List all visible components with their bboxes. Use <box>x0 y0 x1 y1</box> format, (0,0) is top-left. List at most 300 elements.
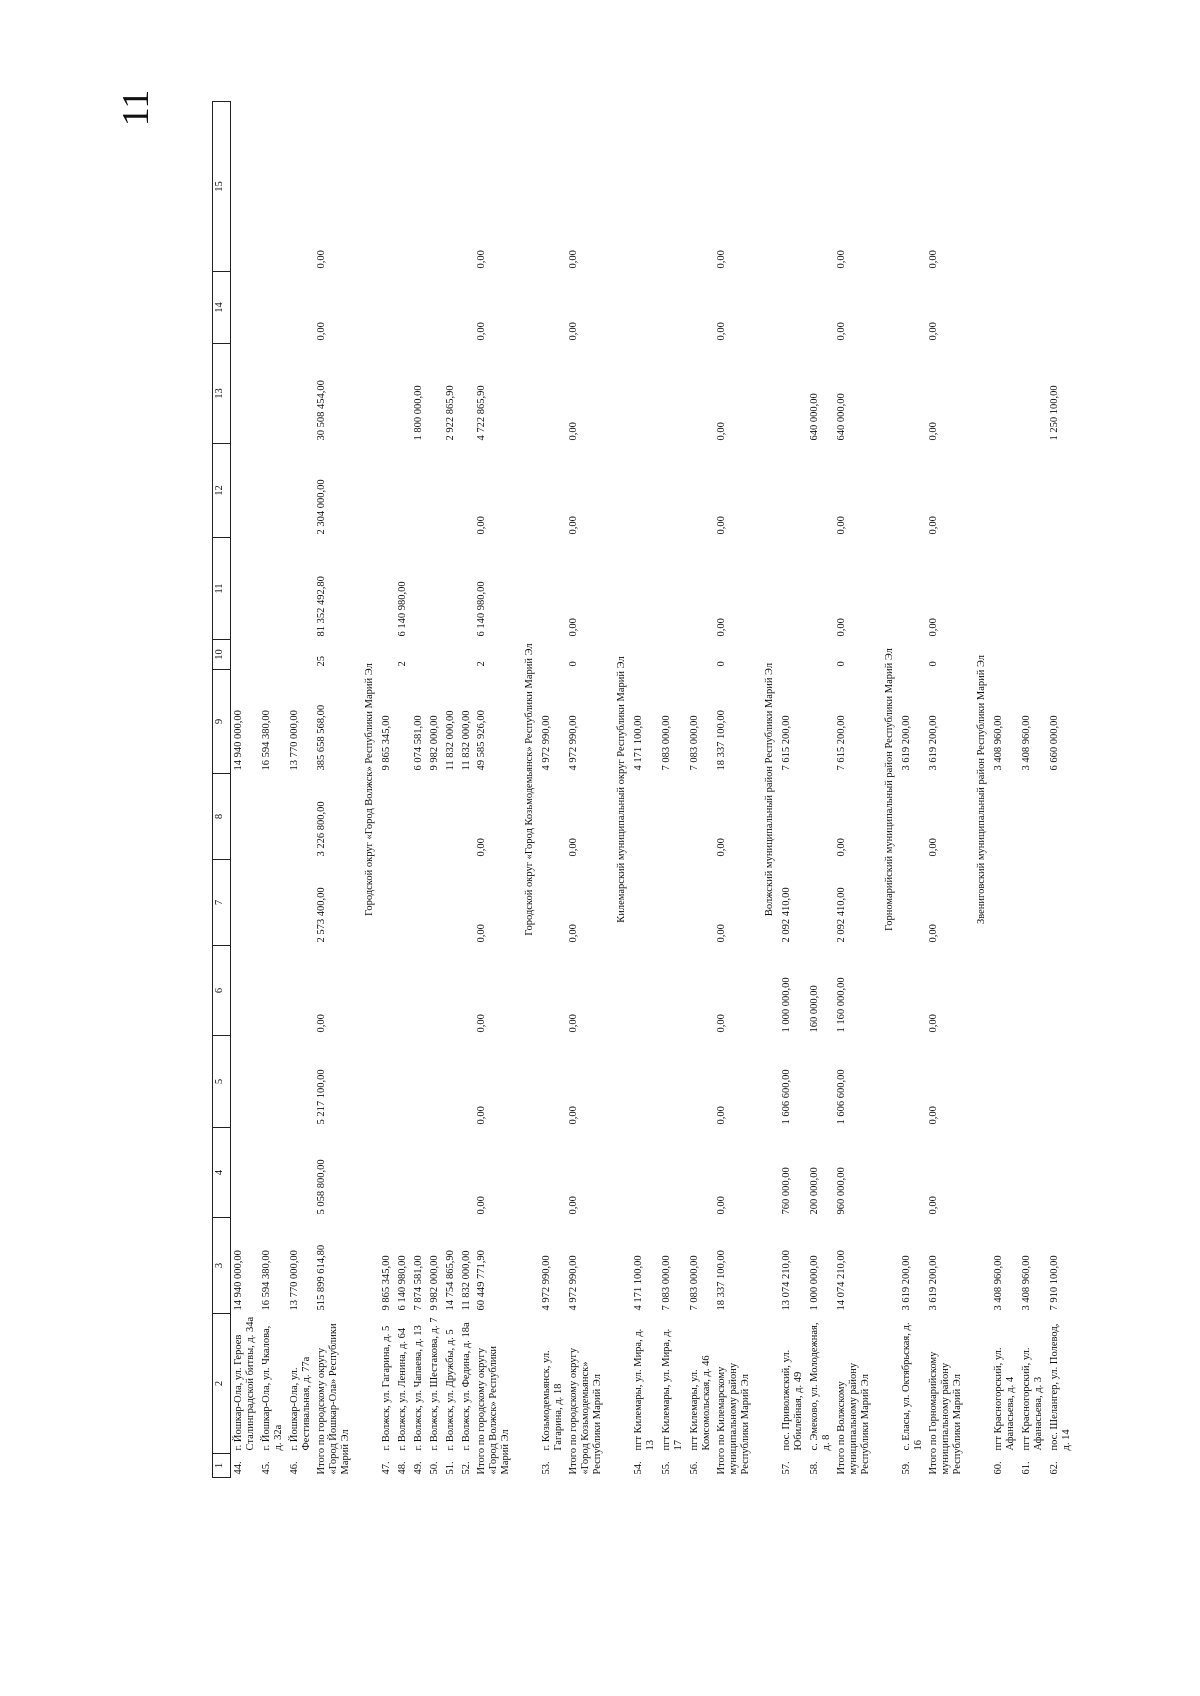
value-cell-col12 <box>1047 444 1075 538</box>
value-cell-col9: 16 594 380,00 <box>261 710 272 771</box>
subtotal-cell-col6: 0,00 <box>716 1014 727 1033</box>
section-heading-row <box>880 102 899 1478</box>
subtotal-cell-col9: 3 619 200,00 <box>928 715 939 771</box>
value-cell-col8 <box>1019 774 1047 860</box>
address-cell: г. Волжск, ул. Чапаева, д. 13 <box>413 1325 424 1451</box>
subtotal-label: Итого по городскому округу «Город Йошкар-Ола» Республики Марий Эл <box>316 1323 351 1475</box>
value-cell-col14 <box>427 272 443 344</box>
value-cell-col12 <box>899 444 927 538</box>
subtotal-cell-col5: 0,00 <box>716 1106 727 1125</box>
address-cell: г. Йошкар-Ола, ул. Героев Сталинградской битвы, д. 34а <box>233 1316 256 1451</box>
value-cell-col4: 760 000,00 <box>781 1167 792 1215</box>
subtotal-cell-col10: 25 <box>316 656 327 667</box>
section-heading-row <box>520 102 539 1478</box>
value-cell-col7 <box>379 860 395 946</box>
table-row <box>631 102 659 1478</box>
value-cell-col10 <box>259 640 287 670</box>
value-cell-col11 <box>411 538 427 640</box>
value-cell-col9: 4 171 100,00 <box>633 715 644 771</box>
address-cell: г. Козьмодемьянск, ул. Гагарина, д. 18 <box>541 1350 564 1451</box>
value-cell-col13 <box>779 344 807 444</box>
value-cell-col15 <box>395 102 411 272</box>
subtotal-cell-col10: 0 <box>716 661 727 667</box>
subtotal-cell-col12: 0,00 <box>716 516 727 535</box>
value-cell-col11: 6 140 980,00 <box>397 581 408 637</box>
subtotal-cell-col3: 18 337 100,00 <box>716 1250 727 1311</box>
address-cell: пос. Шелангер, ул. Полевод, д. 14 <box>1049 1323 1072 1451</box>
value-cell-col10 <box>687 640 715 670</box>
value-cell-col12 <box>539 444 567 538</box>
section-heading: Звениговский муниципальный район Республики Марий Эл <box>976 654 987 925</box>
value-cell-col5 <box>659 1036 687 1128</box>
row-number: 44. <box>233 1461 244 1475</box>
value-cell-col7 <box>899 860 927 946</box>
section-heading: Городской округ «Город Волжск» Республики Марий Эл <box>364 663 375 916</box>
subtotal-label: Итого по Килемарскому муниципальному району Республики Марий Эл <box>716 1362 751 1475</box>
value-cell-col9 <box>807 670 835 774</box>
row-number: 47. <box>381 1461 392 1475</box>
value-cell-col9: 3 408 960,00 <box>993 715 1004 771</box>
value-cell-col3: 13 770 000,00 <box>289 1250 300 1311</box>
value-cell-col4 <box>287 1128 315 1218</box>
value-cell-col12 <box>991 444 1019 538</box>
value-cell-col6 <box>459 946 475 1036</box>
value-cell-col15 <box>231 102 260 272</box>
value-cell-col13 <box>687 344 715 444</box>
row-number: 51. <box>445 1461 456 1475</box>
value-cell-col13 <box>287 344 315 444</box>
value-cell-col9: 7 083 000,00 <box>689 715 700 771</box>
column-header-13: 13 <box>213 344 231 444</box>
value-cell-col14 <box>411 272 427 344</box>
subtotal-cell-col13: 0,00 <box>716 422 727 441</box>
subtotal-cell-col8: 3 226 800,00 <box>316 801 327 857</box>
value-cell-col14 <box>287 272 315 344</box>
address-cell: г. Волжск, ул. Гагарина, д. 5 <box>381 1325 392 1451</box>
value-cell-col4 <box>459 1128 475 1218</box>
value-cell-col11 <box>807 538 835 640</box>
subtotal-cell-col4: 0,00 <box>928 1196 939 1215</box>
subtotal-cell-col13: 0,00 <box>568 422 579 441</box>
value-cell-col7 <box>539 860 567 946</box>
page-number: 11 <box>115 89 157 127</box>
subtotal-cell-col14: 0,00 <box>476 322 487 341</box>
value-cell-col11 <box>259 538 287 640</box>
value-cell-col7 <box>1019 860 1047 946</box>
value-cell-col6 <box>443 946 459 1036</box>
value-cell-col7 <box>395 860 411 946</box>
value-cell-col15 <box>899 102 927 272</box>
subtotal-cell-col3: 60 449 771,90 <box>476 1250 487 1311</box>
subtotal-cell-col6: 0,00 <box>928 1014 939 1033</box>
subtotal-cell-col5: 0,00 <box>568 1106 579 1125</box>
value-cell-col4 <box>411 1128 427 1218</box>
value-cell-col12 <box>379 444 395 538</box>
value-cell-col12 <box>459 444 475 538</box>
value-cell-col3: 9 982 000,00 <box>429 1255 440 1311</box>
subtotal-cell-col7: 2 573 400,00 <box>316 887 327 943</box>
value-cell-col3: 4 171 100,00 <box>633 1255 644 1311</box>
row-number: 54. <box>633 1461 644 1475</box>
value-cell-col10 <box>287 640 315 670</box>
row-number: 59. <box>901 1461 912 1475</box>
value-cell-col11 <box>287 538 315 640</box>
value-cell-col3: 16 594 380,00 <box>261 1250 272 1311</box>
value-cell-col6 <box>287 946 315 1036</box>
value-cell-col12 <box>687 444 715 538</box>
column-header-7: 7 <box>213 860 231 946</box>
table-row <box>411 102 427 1478</box>
subtotal-cell-col14: 0,00 <box>836 322 847 341</box>
subtotal-cell-col6: 0,00 <box>476 1014 487 1033</box>
subtotal-cell-col4: 0,00 <box>568 1196 579 1215</box>
row-number: 58. <box>809 1461 820 1475</box>
table-row <box>779 102 807 1478</box>
table-row <box>443 102 459 1478</box>
value-cell-col9: 11 832 000,00 <box>461 710 472 771</box>
subtotal-cell-col13: 640 000,00 <box>836 393 847 441</box>
value-cell-col5 <box>259 1036 287 1128</box>
value-cell-col3: 7 083 000,00 <box>661 1255 672 1311</box>
subtotal-cell-col6: 0,00 <box>568 1014 579 1033</box>
subtotal-cell-col6: 0,00 <box>316 1014 327 1033</box>
column-header-8: 8 <box>213 774 231 860</box>
address-cell: г. Йошкар-Ола, ул. Фестивальная, д. 77а <box>289 1356 312 1451</box>
subtotal-row <box>475 102 520 1478</box>
value-cell-col6: 160 000,00 <box>809 985 820 1033</box>
value-cell-col4 <box>427 1128 443 1218</box>
value-cell-col11 <box>1019 538 1047 640</box>
value-cell-col6 <box>659 946 687 1036</box>
value-cell-col4 <box>631 1128 659 1218</box>
section-heading: Горномарийский муниципальный район Республики Марий Эл <box>884 648 895 931</box>
subtotal-cell-col15: 0,00 <box>476 250 487 269</box>
address-cell: г. Волжск, ул. Дружбы, д. 5 <box>445 1329 456 1451</box>
value-cell-col14 <box>779 272 807 344</box>
value-cell-col7 <box>687 860 715 946</box>
subtotal-cell-col13: 4 722 865,90 <box>476 385 487 441</box>
value-cell-col8 <box>459 774 475 860</box>
value-cell-col8 <box>659 774 687 860</box>
subtotal-cell-col10: 0 <box>568 661 579 667</box>
value-cell-col11 <box>231 538 260 640</box>
table-row <box>1019 102 1047 1478</box>
value-cell-col14 <box>899 272 927 344</box>
value-cell-col15 <box>459 102 475 272</box>
value-cell-col13 <box>899 344 927 444</box>
value-cell-col6 <box>899 946 927 1036</box>
value-cell-col4 <box>259 1128 287 1218</box>
value-cell-col7: 2 092 410,00 <box>781 887 792 943</box>
value-cell-col9: 7 615 200,00 <box>781 715 792 771</box>
value-cell-col10 <box>411 640 427 670</box>
table-row <box>459 102 475 1478</box>
subtotal-cell-col8: 0,00 <box>836 838 847 857</box>
section-heading-row <box>612 102 631 1478</box>
column-header-12: 12 <box>213 444 231 538</box>
value-cell-col4 <box>899 1128 927 1218</box>
value-cell-col6 <box>687 946 715 1036</box>
table-row <box>259 102 287 1478</box>
value-cell-col14 <box>807 272 835 344</box>
subtotal-cell-col12: 2 304 000,00 <box>316 479 327 535</box>
value-cell-col14 <box>231 272 260 344</box>
value-cell-col8 <box>395 774 411 860</box>
value-cell-col6 <box>1047 946 1075 1036</box>
subtotal-cell-col11: 6 140 980,00 <box>476 581 487 637</box>
address-cell: г. Йошкар-Ола, ул. Чкалова, д. 32а <box>261 1325 284 1451</box>
section-heading: Городской округ «Город Козьмодемьянск» Республики Марий Эл <box>524 643 535 936</box>
subtotal-label: Итого по Волжскому муниципальному району Республики Марий Эл <box>836 1362 871 1475</box>
subtotal-cell-col15: 0,00 <box>316 250 327 269</box>
subtotal-cell-col12: 0,00 <box>568 516 579 535</box>
value-cell-col3: 7 874 581,00 <box>413 1255 424 1311</box>
subtotal-cell-col10: 0 <box>928 661 939 667</box>
column-header-9: 9 <box>213 670 231 774</box>
value-cell-col11 <box>539 538 567 640</box>
table-row <box>659 102 687 1478</box>
subtotal-cell-col14: 0,00 <box>568 322 579 341</box>
subtotal-cell-col10: 2 <box>476 661 487 667</box>
value-cell-col14 <box>443 272 459 344</box>
row-number: 45. <box>261 1461 272 1475</box>
value-cell-col8 <box>807 774 835 860</box>
subtotal-cell-col3: 4 972 990,00 <box>568 1255 579 1311</box>
subtotal-cell-col5: 0,00 <box>476 1106 487 1125</box>
value-cell-col4 <box>231 1128 260 1218</box>
subtotal-cell-col9: 4 972 990,00 <box>568 715 579 771</box>
value-cell-col9: 6 074 581,00 <box>413 715 424 771</box>
value-cell-col5 <box>991 1036 1019 1128</box>
value-cell-col3: 9 865 345,00 <box>381 1255 392 1311</box>
value-cell-col13: 1 800 000,00 <box>413 385 424 441</box>
value-cell-col6 <box>395 946 411 1036</box>
value-cell-col4 <box>991 1128 1019 1218</box>
value-cell-col7 <box>631 860 659 946</box>
row-number: 49. <box>413 1461 424 1475</box>
table-row <box>427 102 443 1478</box>
subtotal-cell-col13: 0,00 <box>928 422 939 441</box>
value-cell-col5 <box>427 1036 443 1128</box>
subtotal-cell-col11: 0,00 <box>716 618 727 637</box>
value-cell-col11 <box>1047 538 1075 640</box>
value-cell-col10 <box>659 640 687 670</box>
value-cell-col12 <box>631 444 659 538</box>
value-cell-col6 <box>411 946 427 1036</box>
value-cell-col14 <box>379 272 395 344</box>
value-cell-col14 <box>539 272 567 344</box>
subtotal-cell-col15: 0,00 <box>836 250 847 269</box>
subtotal-cell-col14: 0,00 <box>928 322 939 341</box>
subtotal-cell-col3: 515 899 614,80 <box>316 1244 327 1311</box>
value-cell-col7 <box>443 860 459 946</box>
subtotal-cell-col5: 1 606 600,00 <box>836 1069 847 1125</box>
subtotal-cell-col11: 0,00 <box>836 618 847 637</box>
address-cell: с. Еласы, ул. Октябрьская, д. 16 <box>901 1322 924 1451</box>
value-cell-col3: 7 910 100,00 <box>1049 1255 1060 1311</box>
value-cell-col12 <box>231 444 260 538</box>
value-cell-col6 <box>539 946 567 1036</box>
value-cell-col15 <box>443 102 459 272</box>
value-cell-col4 <box>539 1128 567 1218</box>
address-cell: пгт Килемары, ул. Мира, д. 17 <box>661 1328 684 1451</box>
value-cell-col15 <box>259 102 287 272</box>
value-cell-col14 <box>1019 272 1047 344</box>
row-number: 61. <box>1021 1461 1032 1475</box>
value-cell-col10 <box>807 640 835 670</box>
value-cell-col4 <box>1047 1128 1075 1218</box>
value-cell-col8 <box>411 774 427 860</box>
value-cell-col11 <box>459 538 475 640</box>
address-cell: г. Волжск, ул. Шестакова, д. 7 <box>429 1317 440 1451</box>
subtotal-cell-col12: 0,00 <box>476 516 487 535</box>
value-cell-col6: 1 000 000,00 <box>781 977 792 1033</box>
subtotal-cell-col9: 49 585 926,00 <box>476 710 487 771</box>
value-cell-col5 <box>443 1036 459 1128</box>
value-cell-col14 <box>459 272 475 344</box>
value-cell-col11 <box>427 538 443 640</box>
subtotal-cell-col4: 0,00 <box>716 1196 727 1215</box>
row-number: 62. <box>1049 1461 1060 1475</box>
value-cell-col13 <box>539 344 567 444</box>
column-header-11: 11 <box>213 538 231 640</box>
subtotal-cell-col9: 7 615 200,00 <box>836 715 847 771</box>
value-cell-col11 <box>659 538 687 640</box>
subtotal-cell-col7: 0,00 <box>928 924 939 943</box>
subtotal-cell-col11: 0,00 <box>568 618 579 637</box>
value-cell-col5 <box>631 1036 659 1128</box>
section-heading-row <box>972 102 991 1478</box>
row-number: 53. <box>541 1461 552 1475</box>
value-cell-col8 <box>631 774 659 860</box>
value-cell-col10 <box>539 640 567 670</box>
value-cell-col12 <box>427 444 443 538</box>
subtotal-cell-col10: 0 <box>836 661 847 667</box>
value-cell-col15 <box>631 102 659 272</box>
table-row <box>287 102 315 1478</box>
value-cell-col3: 14 940 000,00 <box>233 1250 244 1311</box>
value-cell-col8 <box>1047 774 1075 860</box>
value-cell-col5 <box>807 1036 835 1128</box>
value-cell-col3: 4 972 990,00 <box>541 1255 552 1311</box>
value-cell-col10 <box>231 640 260 670</box>
address-cell: пгт Красногорский, ул. Афанасьева, д. 3 <box>1021 1347 1044 1451</box>
row-number: 48. <box>397 1461 408 1475</box>
address-cell: пгт Красногорский, ул. Афанасьева, д. 4 <box>993 1347 1016 1451</box>
value-cell-col11 <box>779 538 807 640</box>
subtotal-cell-col15: 0,00 <box>928 250 939 269</box>
subtotal-cell-col8: 0,00 <box>716 838 727 857</box>
subtotal-label: Итого по городскому округу «Город Волжск» Республики Марий Эл <box>476 1345 511 1475</box>
value-cell-col11 <box>631 538 659 640</box>
value-cell-col7 <box>807 860 835 946</box>
value-cell-col11 <box>899 538 927 640</box>
value-cell-col15 <box>991 102 1019 272</box>
value-cell-col8 <box>687 774 715 860</box>
value-cell-col5 <box>687 1036 715 1128</box>
column-header-10: 10 <box>213 640 231 670</box>
subtotal-row <box>315 102 360 1478</box>
value-cell-col5 <box>411 1036 427 1128</box>
value-cell-col9 <box>395 670 411 774</box>
value-cell-col9: 3 408 960,00 <box>1021 715 1032 771</box>
value-cell-col7 <box>411 860 427 946</box>
value-cell-col6 <box>1019 946 1047 1036</box>
subtotal-cell-col5: 0,00 <box>928 1106 939 1125</box>
subtotal-cell-col9: 385 658 568,00 <box>316 704 327 771</box>
value-cell-col14 <box>631 272 659 344</box>
value-cell-col7 <box>1047 860 1075 946</box>
column-number-header <box>213 102 231 1478</box>
value-cell-col5 <box>459 1036 475 1128</box>
value-cell-col8 <box>231 774 260 860</box>
subtotal-cell-col9: 18 337 100,00 <box>716 710 727 771</box>
subtotal-cell-col11: 0,00 <box>928 618 939 637</box>
value-cell-col3: 7 083 000,00 <box>689 1255 700 1311</box>
value-cell-col6 <box>631 946 659 1036</box>
value-cell-col15 <box>779 102 807 272</box>
value-cell-col10 <box>1019 640 1047 670</box>
value-cell-col7 <box>659 860 687 946</box>
table-row <box>395 102 411 1478</box>
section-heading: Волжский муниципальный район Республики Марий Эл <box>764 662 775 917</box>
value-cell-col8 <box>443 774 459 860</box>
subtotal-label: Итого по городскому округу «Город Козьмодемьянск» Республики Марий Эл <box>568 1347 603 1475</box>
subtotal-cell-col12: 0,00 <box>836 516 847 535</box>
value-cell-col15 <box>379 102 395 272</box>
subtotal-cell-col3: 14 074 210,00 <box>836 1250 847 1311</box>
subtotal-cell-col7: 0,00 <box>568 924 579 943</box>
address-cell: пгт Килемары, ул. Комсомольская, д. 46 <box>689 1355 712 1451</box>
value-cell-col8 <box>899 774 927 860</box>
subtotal-cell-col15: 0,00 <box>568 250 579 269</box>
value-cell-col11 <box>687 538 715 640</box>
subtotal-cell-col15: 0,00 <box>716 250 727 269</box>
budget-table <box>212 101 1075 1478</box>
subtotal-cell-col11: 81 352 492,80 <box>316 576 327 637</box>
table-row <box>379 102 395 1478</box>
value-cell-col9: 9 865 345,00 <box>381 715 392 771</box>
value-cell-col7 <box>287 860 315 946</box>
value-cell-col12 <box>259 444 287 538</box>
subtotal-cell-col5: 5 217 100,00 <box>316 1069 327 1125</box>
value-cell-col9: 4 972 990,00 <box>541 715 552 771</box>
value-cell-col10 <box>1047 640 1075 670</box>
value-cell-col12 <box>411 444 427 538</box>
value-cell-col15 <box>287 102 315 272</box>
value-cell-col15 <box>539 102 567 272</box>
value-cell-col8 <box>539 774 567 860</box>
value-cell-col13 <box>631 344 659 444</box>
value-cell-col5 <box>539 1036 567 1128</box>
value-cell-col15 <box>659 102 687 272</box>
value-cell-col3: 6 140 980,00 <box>397 1255 408 1311</box>
value-cell-col13 <box>991 344 1019 444</box>
value-cell-col7 <box>259 860 287 946</box>
section-heading: Килемарский муниципальный округ Республики Марий Эл <box>616 656 627 923</box>
column-header-6: 6 <box>213 946 231 1036</box>
address-cell: пос. Приволжский, ул. Юбилейная, д. 49 <box>781 1349 804 1451</box>
column-header-1: 1 <box>213 1454 231 1478</box>
address-cell: с. Эмеково, ул. Молодежная, д. 8 <box>809 1322 832 1451</box>
value-cell-col12 <box>443 444 459 538</box>
value-cell-col8 <box>991 774 1019 860</box>
subtotal-cell-col4: 0,00 <box>476 1196 487 1215</box>
subtotal-cell-col3: 3 619 200,00 <box>928 1255 939 1311</box>
value-cell-col13 <box>459 344 475 444</box>
value-cell-col13 <box>427 344 443 444</box>
value-cell-col7 <box>427 860 443 946</box>
